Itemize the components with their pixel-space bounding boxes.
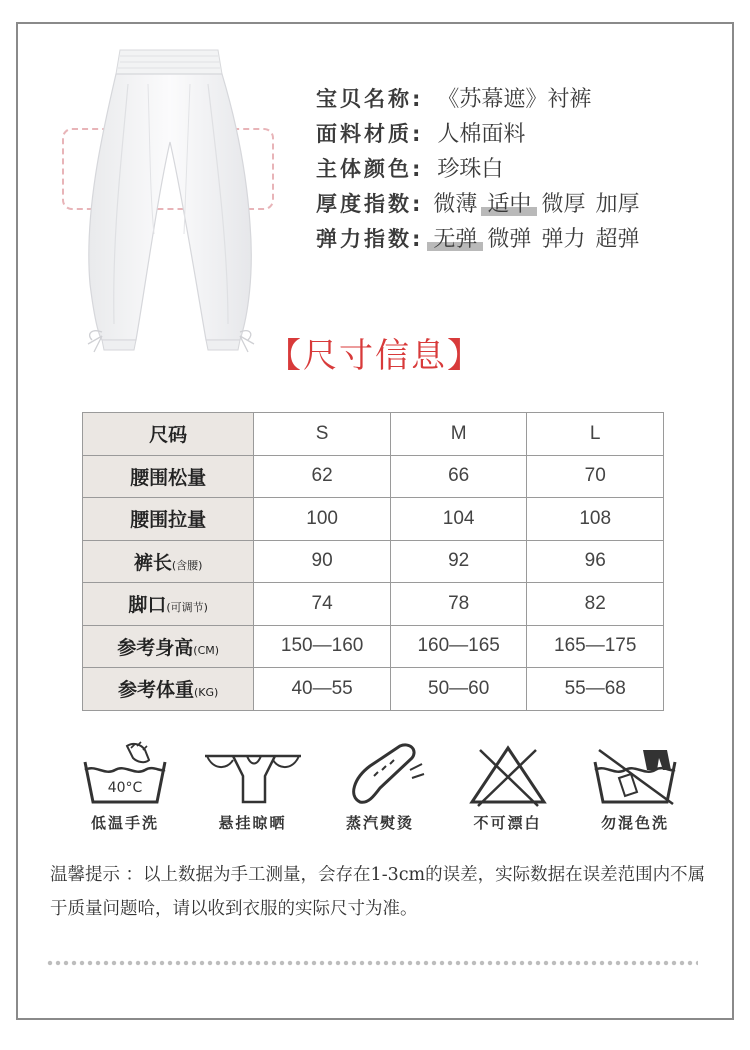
table-cell: 90: [254, 540, 391, 583]
row-label: [83, 498, 254, 541]
care-label: 不可漂白: [473, 814, 542, 832]
thickness-option-selected: 适中: [487, 187, 531, 218]
table-cell: 74: [254, 583, 391, 626]
table-cell: 100: [254, 498, 391, 541]
table-cell: 50—60: [390, 668, 527, 711]
table-row: [83, 455, 664, 498]
product-name-label: 宝贝名称:: [316, 86, 424, 111]
row-label: [83, 583, 254, 626]
table-row: [83, 498, 664, 541]
table-cell: 70: [527, 455, 664, 498]
table-cell: 104: [390, 498, 527, 541]
thickness-option: 微薄: [433, 192, 478, 217]
row-label-note: (含腰): [171, 558, 203, 572]
hang-dry-icon: [203, 740, 303, 808]
row-label-note: (KG): [194, 686, 219, 700]
care-item-no-bleach: [453, 740, 563, 840]
table-cell: 82: [527, 583, 664, 626]
row-label-note: (可调节): [166, 601, 208, 615]
no-bleach-icon: [458, 740, 558, 808]
care-label: 蒸汽熨烫: [345, 814, 414, 832]
table-cell: 55—68: [527, 668, 664, 711]
steam-iron-icon: [330, 740, 430, 808]
elasticity-option-selected: 无弹: [433, 222, 477, 253]
row-label: [83, 455, 254, 498]
care-item-hang-dry: [198, 740, 308, 840]
table-cell: 150—160: [254, 625, 391, 668]
material-label: 面料材质:: [316, 121, 424, 146]
table-row: [83, 540, 664, 583]
table-header-row: [83, 413, 664, 456]
size-table: [82, 412, 664, 711]
thickness-options: [433, 187, 649, 218]
material-value: 人棉面料: [437, 122, 526, 147]
size-header-cell: L: [527, 413, 664, 456]
thickness-label: 厚度指数:: [316, 191, 424, 216]
thickness-option: 加厚: [595, 192, 640, 217]
table-cell: 160—165: [390, 625, 527, 668]
elasticity-row: [316, 220, 716, 255]
row-label-text: 腰围拉量: [130, 509, 207, 532]
color-label: 主体颜色:: [316, 156, 424, 181]
table-cell: 108: [527, 498, 664, 541]
table-cell: 96: [527, 540, 664, 583]
row-label-text: 腰围松量: [130, 466, 207, 489]
hand-wash-icon: [75, 740, 175, 808]
row-label: [83, 540, 254, 583]
care-item-no-mix: [580, 740, 690, 840]
row-label-text: 参考身高: [117, 636, 194, 659]
thickness-row: [316, 185, 716, 220]
thickness-option: 微厚: [541, 192, 586, 217]
row-label-note: (CM): [193, 643, 220, 657]
elasticity-label: 弹力指数:: [316, 226, 424, 251]
row-label: [83, 668, 254, 711]
care-label: 悬挂晾晒: [218, 814, 287, 832]
row-label-text: 裤长: [133, 551, 172, 574]
size-header-label: 尺码: [83, 413, 254, 456]
care-label: 低温手洗: [90, 814, 159, 832]
table-cell: 78: [390, 583, 527, 626]
table-row: [83, 668, 664, 711]
color-value: 珍珠白: [437, 157, 504, 182]
elasticity-option: 弹力: [541, 227, 586, 252]
wash-temperature: 40°C: [107, 780, 143, 796]
care-item-steam-iron: [325, 740, 435, 840]
table-cell: 62: [254, 455, 391, 498]
elasticity-options: [433, 222, 649, 253]
tip-text: 温馨提示 ：以上数据为手工测量，会存在1-3cm的误差，实际数据在误差范围内不属于质量问题哈，请以收到衣服的实际尺寸为准。: [50, 865, 706, 919]
size-section-title: 【尺寸信息】: [267, 336, 483, 376]
color-row: [316, 150, 716, 185]
dotted-divider: [46, 960, 698, 966]
row-label-text: 脚口: [128, 594, 167, 617]
table-row: [83, 625, 664, 668]
table-row: [83, 583, 664, 626]
elasticity-option: 超弹: [595, 227, 640, 252]
elasticity-option: 微弹: [487, 227, 532, 252]
care-label: 勿混色洗: [600, 814, 669, 832]
no-mix-wash-icon: [585, 740, 685, 808]
table-cell: 66: [390, 455, 527, 498]
table-cell: 92: [390, 540, 527, 583]
care-item-hand-wash: [70, 740, 180, 840]
product-image: [58, 44, 278, 354]
row-label: [83, 625, 254, 668]
table-cell: 40—55: [254, 668, 391, 711]
size-header-cell: S: [254, 413, 391, 456]
product-name-value: 《苏幕遮》衬裤: [437, 87, 592, 112]
size-header-cell: M: [390, 413, 527, 456]
pants-illustration: [58, 44, 278, 354]
row-label-text: 参考体重: [118, 679, 195, 702]
material-row: [316, 115, 716, 150]
table-cell: 165—175: [527, 625, 664, 668]
product-info: [316, 80, 716, 255]
product-name-row: [316, 80, 716, 115]
care-instructions: [70, 740, 690, 840]
